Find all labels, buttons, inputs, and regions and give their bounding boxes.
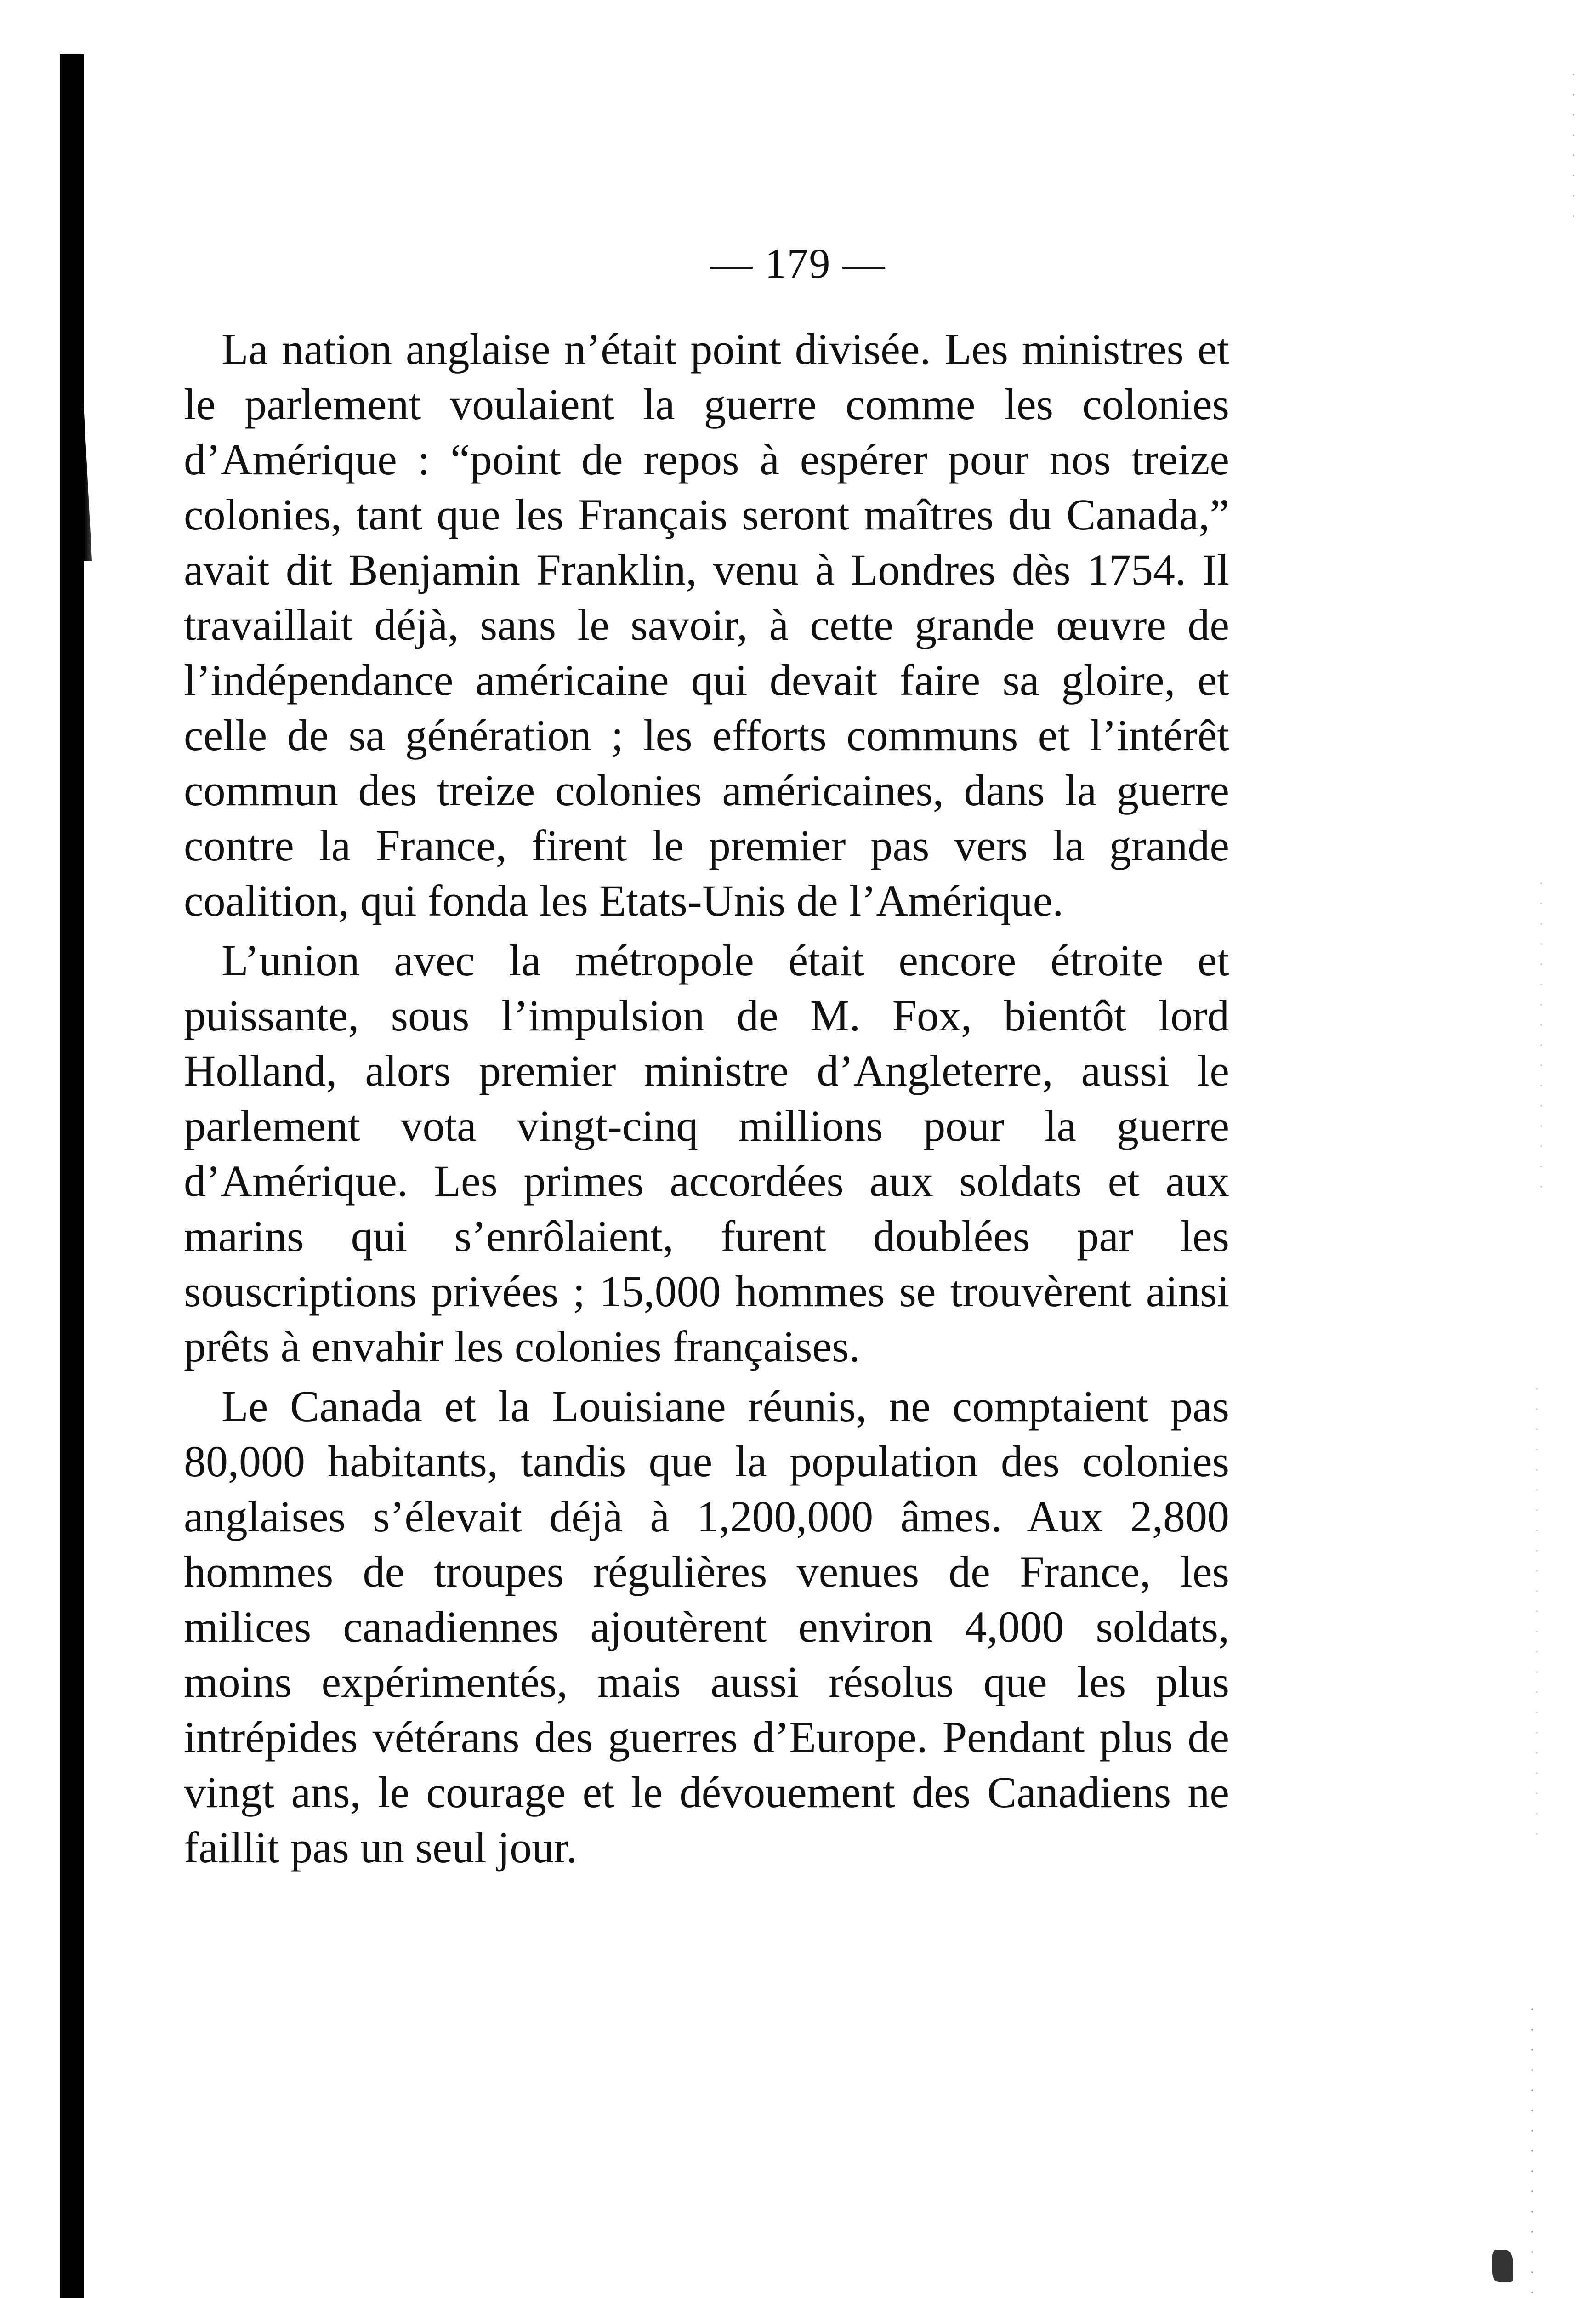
paragraph: L’union avec la métropole était encore étroite et puissante, sous l’impulsion de M. Fox, bientôt lord Holland, alors premier ministre d’Angleterre, aussi le parlement vota vingt-cinq millions pour la guerre d’Amérique. Les primes accordées aux soldats et aux marins qui s’enrôlaient, furent doublées par les souscriptions privées ; 15,000 hommes se trouvèrent ainsi prêts à envahir les colonies françaises. <box>184 936 1229 1371</box>
binding-edge-bar <box>60 54 84 2298</box>
page-edge-speckle <box>1533 1379 1541 1838</box>
paragraph: Le Canada et la Louisiane réunis, ne comptaient pas 80,000 habitants, tandis que la population des colonies anglaises s’élevait déjà à 1,200,000 âmes. Aux 2,800 hommes de troupes régulières venues de France, les milices canadiennes ajoutèrent environ 4,000 soldats, moins expérimentés, mais aussi résolus que les plus intrépides vétérans des guerres d’Europe. Pendant plus de vingt ans, le courage et le dévouement des Canadiens ne faillit pas un seul jour. <box>184 1382 1229 1872</box>
page-edge-speckle <box>1537 873 1545 1195</box>
page-edge-speckle <box>1528 1999 1536 2298</box>
paragraph: La nation anglaise n’était point divisée. Les ministres et le parlement voulaient la guerre comme les colonies d’Amérique : “point de repos à espérer pour nos treize colonies, tant que les Français seront maîtres du Canada,” avait dit Benjamin Franklin, venu à Londres dès 1754. Il travaillait déjà, sans le savoir, à cette grande œuvre de l’indépendance américaine qui devait faire sa gloire, et celle de sa génération ; les efforts communs et l’intérêt commun des treize colonies américaines, dans la guerre contre la France, firent le premier pas vers la grande coalition, qui fonda les Etats-Unis de l’Amérique. <box>184 324 1229 925</box>
page-number: — 179 — <box>710 240 886 287</box>
ink-blot <box>1492 2250 1513 2282</box>
page-edge-speckle <box>1569 64 1578 230</box>
body-text <box>184 322 1229 1880</box>
binding-shadow-mark <box>74 404 92 561</box>
